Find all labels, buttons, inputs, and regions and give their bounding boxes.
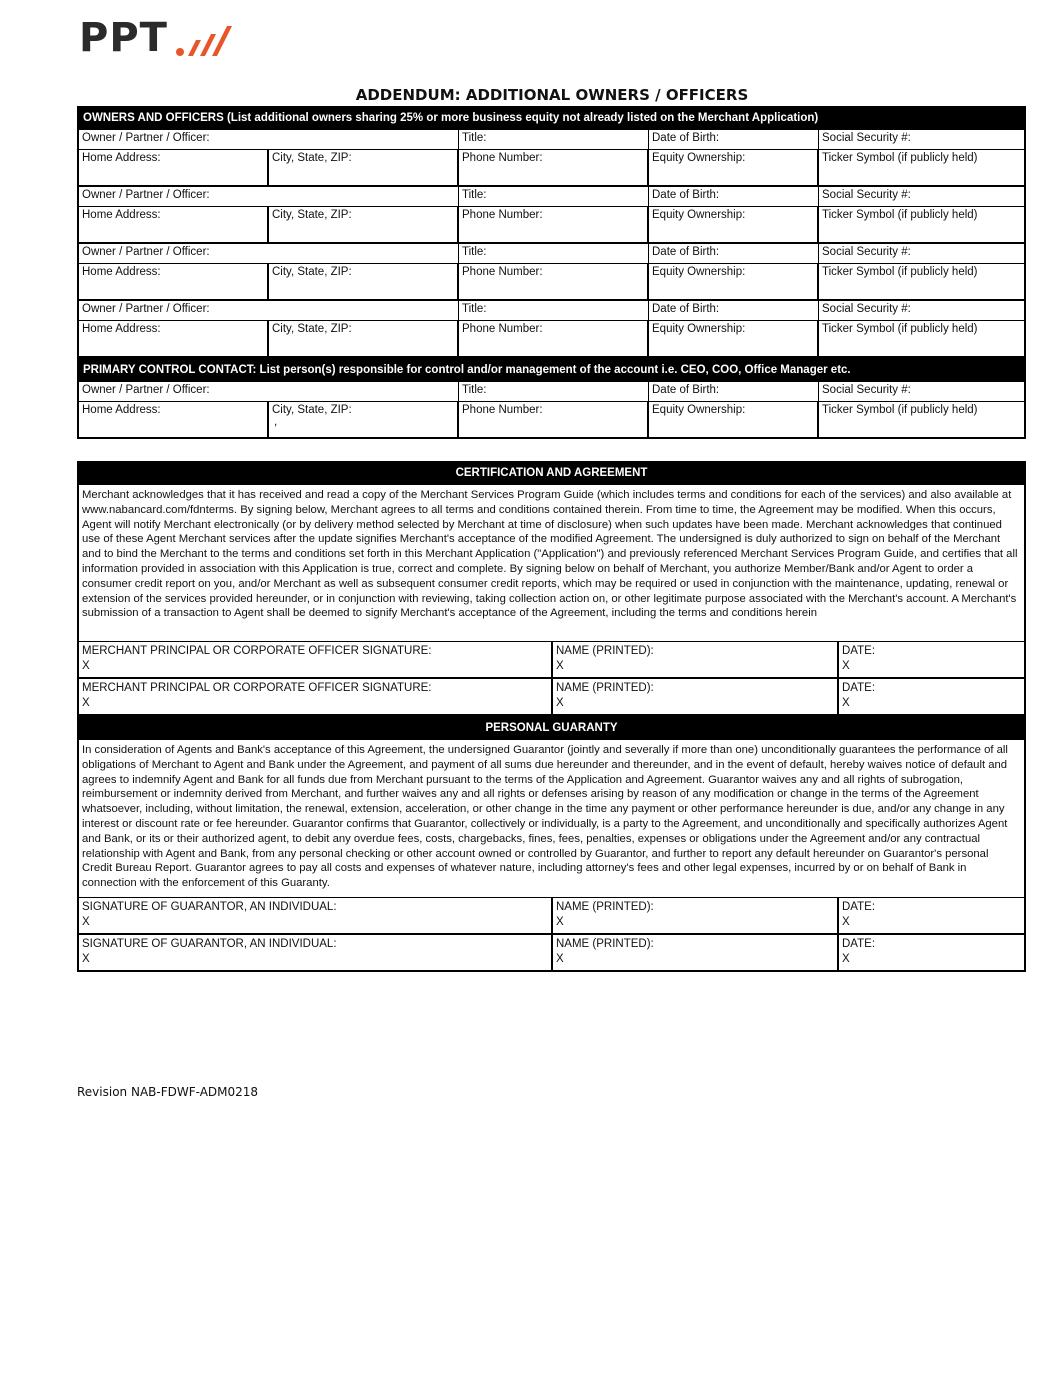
owner-row-identity: [79, 382, 1024, 402]
ppt-logo: [79, 15, 238, 61]
date-label: DATE:: [842, 901, 876, 913]
title-label: Title:: [462, 384, 487, 396]
merchant-date-field[interactable]: [839, 642, 1024, 677]
owner-row-contact: [79, 207, 1024, 244]
owner-dob-field[interactable]: [649, 130, 819, 149]
name-printed-label: NAME (PRINTED):: [556, 645, 654, 657]
owner-ssn-field[interactable]: [819, 187, 1024, 206]
owners-officers-section: [77, 106, 1026, 439]
guaranty-text: In consideration of Agents and Bank's acceptance of this Agreement, the undersigned Guarantor (jointly and severally if more than one) unconditionally guarantees the performance of all obligations of Merchant to Agent and Bank under the Agreement, and payment of all sums due hereunder and thereunder, and in the event of default, hereby waives notice of default and agrees to indemnify Agent and Bank for all funds due from Merchant pursuant to the terms of the Application and Agreement. Guarantor waives any and all rights of subrogation, reimbursement or indemnity derived from Merchant, and further waives any and all rights or defenses arising by reason of any modification or change in the terms of the Agreement whatsoever, including, without limitation, the renewal, extension, acceleration, or other change in the time any payment or other performance hereunder is due, and/or any change in any interest or discount rate or fee hereunder. Guarantor confirms that Guarantor, collectively or individually, is a party to the Agreement, and unconditionally and specifically authorizes Agent and Bank, or its or their authorized agent, to debit any overdue fees, costs, chargebacks, fines, fees, penalties, expenses or obligations under the Agreement and/or any contractual relationship with Agent and Bank, from any personal checking or other account owned or controlled by Guarantor, and further to report any default hereunder on Guarantor's personal Credit Bureau Report. Guarantor agrees to pay all costs and expenses of whatever nature, including attorney's fees and other legal expenses, incurred by or on behalf of Bank in connection with the enforcement of this Guaranty.: [77, 740, 1026, 898]
owner-phone-field[interactable]: [459, 264, 649, 299]
owner-ssn-field[interactable]: [819, 382, 1024, 401]
name-printed-label: NAME (PRINTED):: [556, 682, 654, 694]
owners-grid: [77, 130, 1026, 358]
city-state-zip-label: City, State, ZIP:: [272, 323, 352, 335]
primary-control-header: PRIMARY CONTROL CONTACT: List person(s) responsible for control and/or management of the account i.e. CEO, COO, Office Manager etc.: [77, 358, 1026, 382]
title-label: Title:: [462, 189, 487, 201]
owner-phone-field[interactable]: [459, 402, 649, 437]
owner-city-state-zip-field[interactable]: [269, 150, 459, 185]
signal-bars-logo-icon: [174, 22, 238, 58]
owner-name-field[interactable]: [79, 301, 459, 320]
owner-ssn-field[interactable]: [819, 301, 1024, 320]
owners-header: OWNERS AND OFFICERS (List additional owners sharing 25% or more business equity not already listed on the Merchant Application): [77, 106, 1026, 130]
owner-phone-field[interactable]: [459, 150, 649, 185]
owner-ticker-field[interactable]: [819, 321, 1024, 356]
guarantor-signature-row: [77, 898, 1026, 935]
guarantor-name-field[interactable]: [553, 935, 839, 970]
certification-text: Merchant acknowledges that it has received and read a copy of the Merchant Services Program Guide (which includes terms and conditions for each of the services) and also available at www.nabancard.com/fdnterms. By signing below, Merchant agrees to all terms and conditions contained therein. From time to time, the Agreement may be modified. When this occurs, Agent will notify Merchant electronically (or by delivery method selected by Merchant at time of disclosure) when such updates have been made. Merchant acknowledges that continued use of these Agent Merchant services after the update signifies Merchant's acceptance of the modified Agreement. The undersigned is duly authorized to sign on behalf of the Merchant and to bind the Merchant to the terms and conditions set forth in this Merchant Application ("Application") and previously referenced Merchant Services Program Guide, and certifies that all information provided in association with this Application is true, correct and complete. By signing below on behalf of Merchant, you authorize Member/Bank and/or Agent to order a consumer credit report on you, and/or Merchant as well as subsequent consumer credit reports, which may be required or used in conjunction with the maintenance, updating, renewal or extension of the services provided hereunder, or in conjunction with reviewing, taking collection action on, or other legitimate purpose associated with the Merchant's account. A Merchant's submission of a transaction to Agent shall be deemed to signify Merchant's acceptance of the Agreement, including the terms and conditions herein: [77, 485, 1026, 642]
owner-city-state-zip-field[interactable]: [269, 402, 459, 437]
title-label: Title:: [462, 246, 487, 258]
date-x: X: [842, 660, 850, 672]
owner-label: Owner / Partner / Officer:: [82, 189, 210, 201]
owner-name-field[interactable]: [79, 187, 459, 206]
guarantor-signature-row: [77, 935, 1026, 972]
owner-name-field[interactable]: [79, 130, 459, 149]
name-printed-label: NAME (PRINTED):: [556, 938, 654, 950]
document-title: ADDENDUM: ADDITIONAL OWNERS / OFFICERS: [355, 86, 749, 104]
owner-row-contact: [79, 321, 1024, 358]
signature-x: X: [82, 660, 90, 672]
phone-label: Phone Number:: [462, 209, 543, 221]
home-address-label: Home Address:: [82, 266, 161, 278]
guarantor-signature-label: SIGNATURE OF GUARANTOR, AN INDIVIDUAL:: [82, 901, 337, 913]
owner-city-state-zip-field[interactable]: [269, 264, 459, 299]
owner-dob-field[interactable]: [649, 382, 819, 401]
owner-phone-field[interactable]: [459, 321, 649, 356]
owner-home-address-field[interactable]: [79, 321, 269, 356]
personal-guaranty-header: PERSONAL GUARANTY: [77, 716, 1026, 740]
equity-label: Equity Ownership:: [652, 323, 746, 335]
owner-dob-field[interactable]: [649, 244, 819, 263]
date-label: DATE:: [842, 938, 876, 950]
owner-ssn-field[interactable]: [819, 244, 1024, 263]
guarantor-date-field[interactable]: [839, 935, 1024, 970]
title-label: Title:: [462, 303, 487, 315]
owner-name-field[interactable]: [79, 382, 459, 401]
owner-ticker-field[interactable]: [819, 207, 1024, 242]
dob-label: Date of Birth:: [652, 303, 720, 315]
dob-label: Date of Birth:: [652, 132, 720, 144]
ssn-label: Social Security #:: [822, 189, 911, 201]
home-address-label: Home Address:: [82, 323, 161, 335]
owner-row-contact: [79, 150, 1024, 187]
owner-home-address-field[interactable]: [79, 207, 269, 242]
ticker-label: Ticker Symbol (if publicly held): [822, 404, 978, 416]
signature-x: X: [82, 916, 90, 928]
logo-text: PPT: [79, 15, 168, 61]
owner-home-address-field[interactable]: [79, 264, 269, 299]
merchant-signature-field[interactable]: [79, 642, 553, 677]
date-label: DATE:: [842, 645, 876, 657]
home-address-label: Home Address:: [82, 209, 161, 221]
owner-ticker-field[interactable]: [819, 150, 1024, 185]
owner-equity-field[interactable]: [649, 150, 819, 185]
owner-ticker-field[interactable]: [819, 264, 1024, 299]
guarantor-date-field[interactable]: [839, 898, 1024, 933]
city-state-zip-label: City, State, ZIP:: [272, 209, 352, 221]
owner-equity-field[interactable]: [649, 264, 819, 299]
date-x: X: [842, 916, 850, 928]
title-label: Title:: [462, 132, 487, 144]
merchant-signature-label: MERCHANT PRINCIPAL OR CORPORATE OFFICER SIGNATURE:: [82, 682, 432, 694]
phone-label: Phone Number:: [462, 266, 543, 278]
owner-title-field[interactable]: [459, 187, 649, 206]
merchant-signature-label: MERCHANT PRINCIPAL OR CORPORATE OFFICER SIGNATURE:: [82, 645, 432, 657]
merchant-name-field[interactable]: [553, 642, 839, 677]
owner-equity-field[interactable]: [649, 321, 819, 356]
signature-x: X: [82, 697, 90, 709]
phone-label: Phone Number:: [462, 404, 543, 416]
owner-row-identity: [79, 244, 1024, 264]
equity-label: Equity Ownership:: [652, 404, 746, 416]
ticker-label: Ticker Symbol (if publicly held): [822, 323, 978, 335]
owner-equity-field[interactable]: [649, 207, 819, 242]
ssn-label: Social Security #:: [822, 132, 911, 144]
owner-label: Owner / Partner / Officer:: [82, 384, 210, 396]
merchant-date-field[interactable]: [839, 679, 1024, 714]
owner-ticker-field[interactable]: [819, 402, 1024, 437]
equity-label: Equity Ownership:: [652, 209, 746, 221]
date-x: X: [842, 953, 850, 965]
merchant-signature-row: [77, 642, 1026, 679]
guarantor-name-field[interactable]: [553, 898, 839, 933]
certification-section: [77, 461, 1026, 972]
city-state-zip-label: City, State, ZIP:: [272, 152, 352, 164]
owner-city-state-zip-field[interactable]: [269, 207, 459, 242]
phone-label: Phone Number:: [462, 323, 543, 335]
owner-title-field[interactable]: [459, 244, 649, 263]
owner-title-field[interactable]: [459, 301, 649, 320]
city-state-zip-value: ,: [274, 416, 278, 428]
merchant-signature-field[interactable]: [79, 679, 553, 714]
city-state-zip-label: City, State, ZIP:: [272, 266, 352, 278]
ssn-label: Social Security #:: [822, 303, 911, 315]
name-printed-label: NAME (PRINTED):: [556, 901, 654, 913]
name-x: X: [556, 953, 564, 965]
owner-row-contact: [79, 402, 1024, 439]
ticker-label: Ticker Symbol (if publicly held): [822, 266, 978, 278]
owner-home-address-field[interactable]: [79, 402, 269, 437]
owner-title-field[interactable]: [459, 130, 649, 149]
home-address-label: Home Address:: [82, 404, 161, 416]
owner-label: Owner / Partner / Officer:: [82, 246, 210, 258]
owner-phone-field[interactable]: [459, 207, 649, 242]
revision-footer: Revision NAB-FDWF-ADM0218: [77, 1085, 259, 1099]
name-x: X: [556, 916, 564, 928]
merchant-name-field[interactable]: [553, 679, 839, 714]
owner-row-contact: [79, 264, 1024, 301]
owner-row-identity: [79, 187, 1024, 207]
owner-label: Owner / Partner / Officer:: [82, 303, 210, 315]
equity-label: Equity Ownership:: [652, 152, 746, 164]
guarantor-signature-field[interactable]: [79, 898, 553, 933]
date-label: DATE:: [842, 682, 876, 694]
owner-dob-field[interactable]: [649, 187, 819, 206]
owner-equity-field[interactable]: [649, 402, 819, 437]
city-state-zip-label: City, State, ZIP:: [272, 404, 352, 416]
name-x: X: [556, 660, 564, 672]
date-x: X: [842, 697, 850, 709]
owner-title-field[interactable]: [459, 382, 649, 401]
ticker-label: Ticker Symbol (if publicly held): [822, 152, 978, 164]
owner-dob-field[interactable]: [649, 301, 819, 320]
guarantor-signature-field[interactable]: [79, 935, 553, 970]
dob-label: Date of Birth:: [652, 246, 720, 258]
owner-ssn-field[interactable]: [819, 130, 1024, 149]
name-x: X: [556, 697, 564, 709]
dob-label: Date of Birth:: [652, 384, 720, 396]
home-address-label: Home Address:: [82, 152, 161, 164]
owner-row-identity: [79, 301, 1024, 321]
guarantor-signature-label: SIGNATURE OF GUARANTOR, AN INDIVIDUAL:: [82, 938, 337, 950]
owner-name-field[interactable]: [79, 244, 459, 263]
merchant-signature-row: [77, 679, 1026, 716]
owner-label: Owner / Partner / Officer:: [82, 132, 210, 144]
ticker-label: Ticker Symbol (if publicly held): [822, 209, 978, 221]
certification-header: CERTIFICATION AND AGREEMENT: [77, 461, 1026, 485]
owner-row-identity: [79, 130, 1024, 150]
phone-label: Phone Number:: [462, 152, 543, 164]
signature-x: X: [82, 953, 90, 965]
owner-home-address-field[interactable]: [79, 150, 269, 185]
dob-label: Date of Birth:: [652, 189, 720, 201]
primary-grid: [77, 382, 1026, 439]
equity-label: Equity Ownership:: [652, 266, 746, 278]
ssn-label: Social Security #:: [822, 246, 911, 258]
ssn-label: Social Security #:: [822, 384, 911, 396]
owner-city-state-zip-field[interactable]: [269, 321, 459, 356]
